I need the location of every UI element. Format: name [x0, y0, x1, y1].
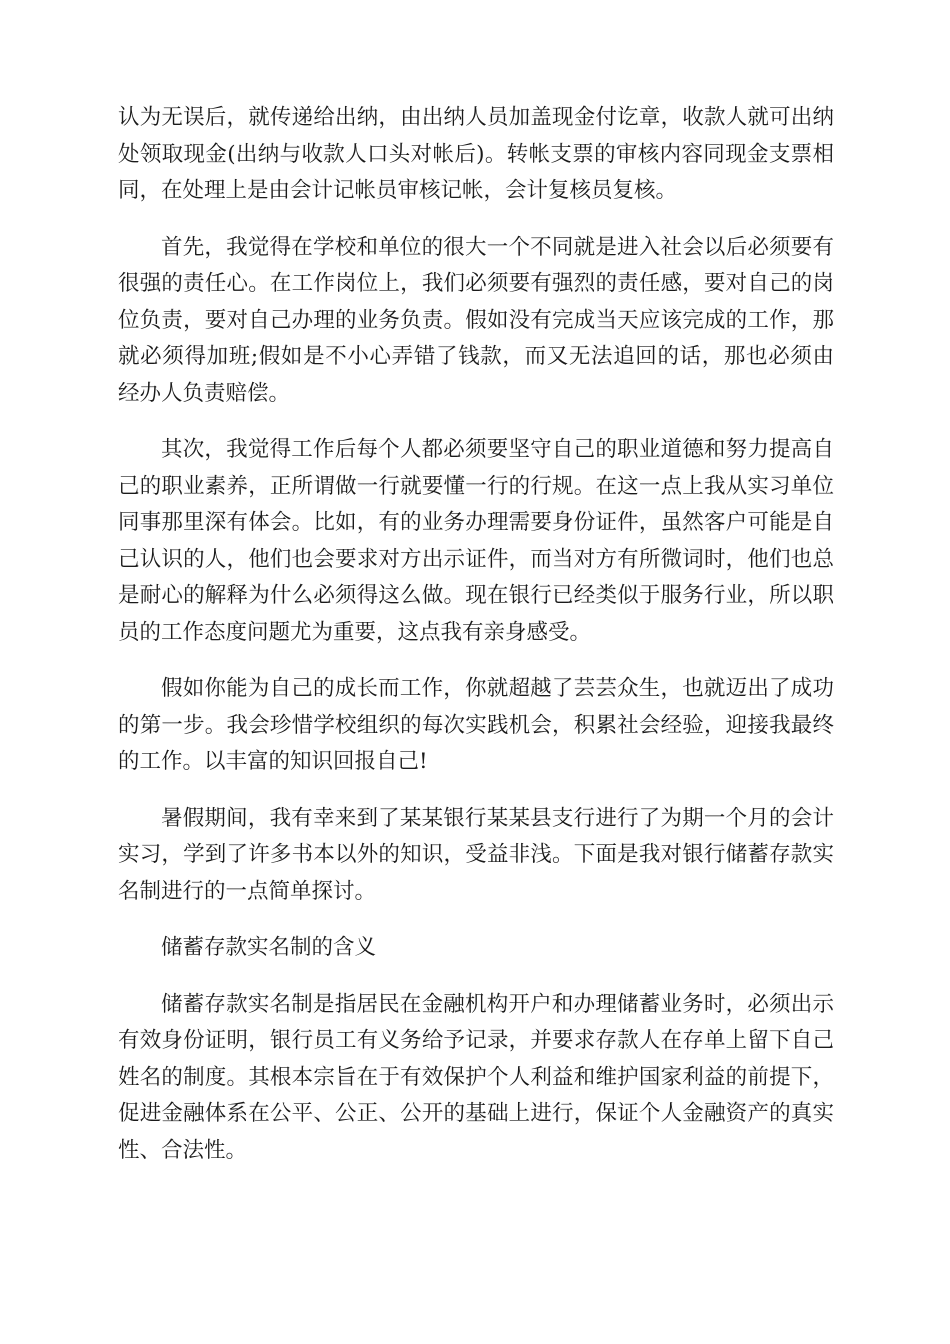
section-heading: 储蓄存款实名制的含义	[161, 935, 377, 960]
document-body	[118, 100, 834, 1189]
paragraph-1: 认为无误后，就传递给出纳，由出纳人员加盖现金付讫章，收款人就可出纳处领取现金(出纳与收款人口头对帐后)。转帐支票的审核内容同现金支票相同，在处理上是由会计记帐员审核记帐，会计复核员复核。	[118, 105, 834, 203]
paragraph-4: 假如你能为自己的成长而工作，你就超越了芸芸众生，也就迈出了成功的第一步。我会珍惜学校组织的每次实践机会，积累社会经验，迎接我最终的工作。以丰富的知识回报自己!	[118, 676, 834, 774]
paragraph-2: 首先，我觉得在学校和单位的很大一个不同就是进入社会以后必须要有很强的责任心。在工作岗位上，我们必须要有强烈的责任感，要对自己的岗位负责，要对自己办理的业务负责。假如没有完成当天应该完成的工作，那就必须得加班;假如是不小心弄错了钱款，而又无法追回的话，那也必须由经办人负责赔偿。	[118, 234, 834, 406]
paragraph-3: 其次，我觉得工作后每个人都必须要坚守自己的职业道德和努力提高自己的职业素养，正所谓做一行就要懂一行的行规。在这一点上我从实习单位同事那里深有体会。比如，有的业务办理需要身份证件，虽然客户可能是自己认识的人，他们也会要求对方出示证件，而当对方有所微词时，他们也总是耐心的解释为什么必须得这么做。现在银行已经类似于服务行业，所以职员的工作态度问题尤为重要，这点我有亲身感受。	[118, 437, 834, 645]
paragraph-5: 暑假期间，我有幸来到了某某银行某某县支行进行了为期一个月的会计实习，学到了许多书本以外的知识，受益非浅。下面是我对银行储蓄存款实名制进行的一点简单探讨。	[118, 805, 834, 904]
paragraph-6: 储蓄存款实名制是指居民在金融机构开户和办理储蓄业务时，必须出示有效身份证明，银行员工有义务给予记录，并要求存款人在存单上留下自己姓名的制度。其根本宗旨在于有效保护个人利益和维护国家利益的前提下，促进金融体系在公平、公正、公开的基础上进行，保证个人金融资产的真实性、合法性。	[118, 991, 834, 1163]
